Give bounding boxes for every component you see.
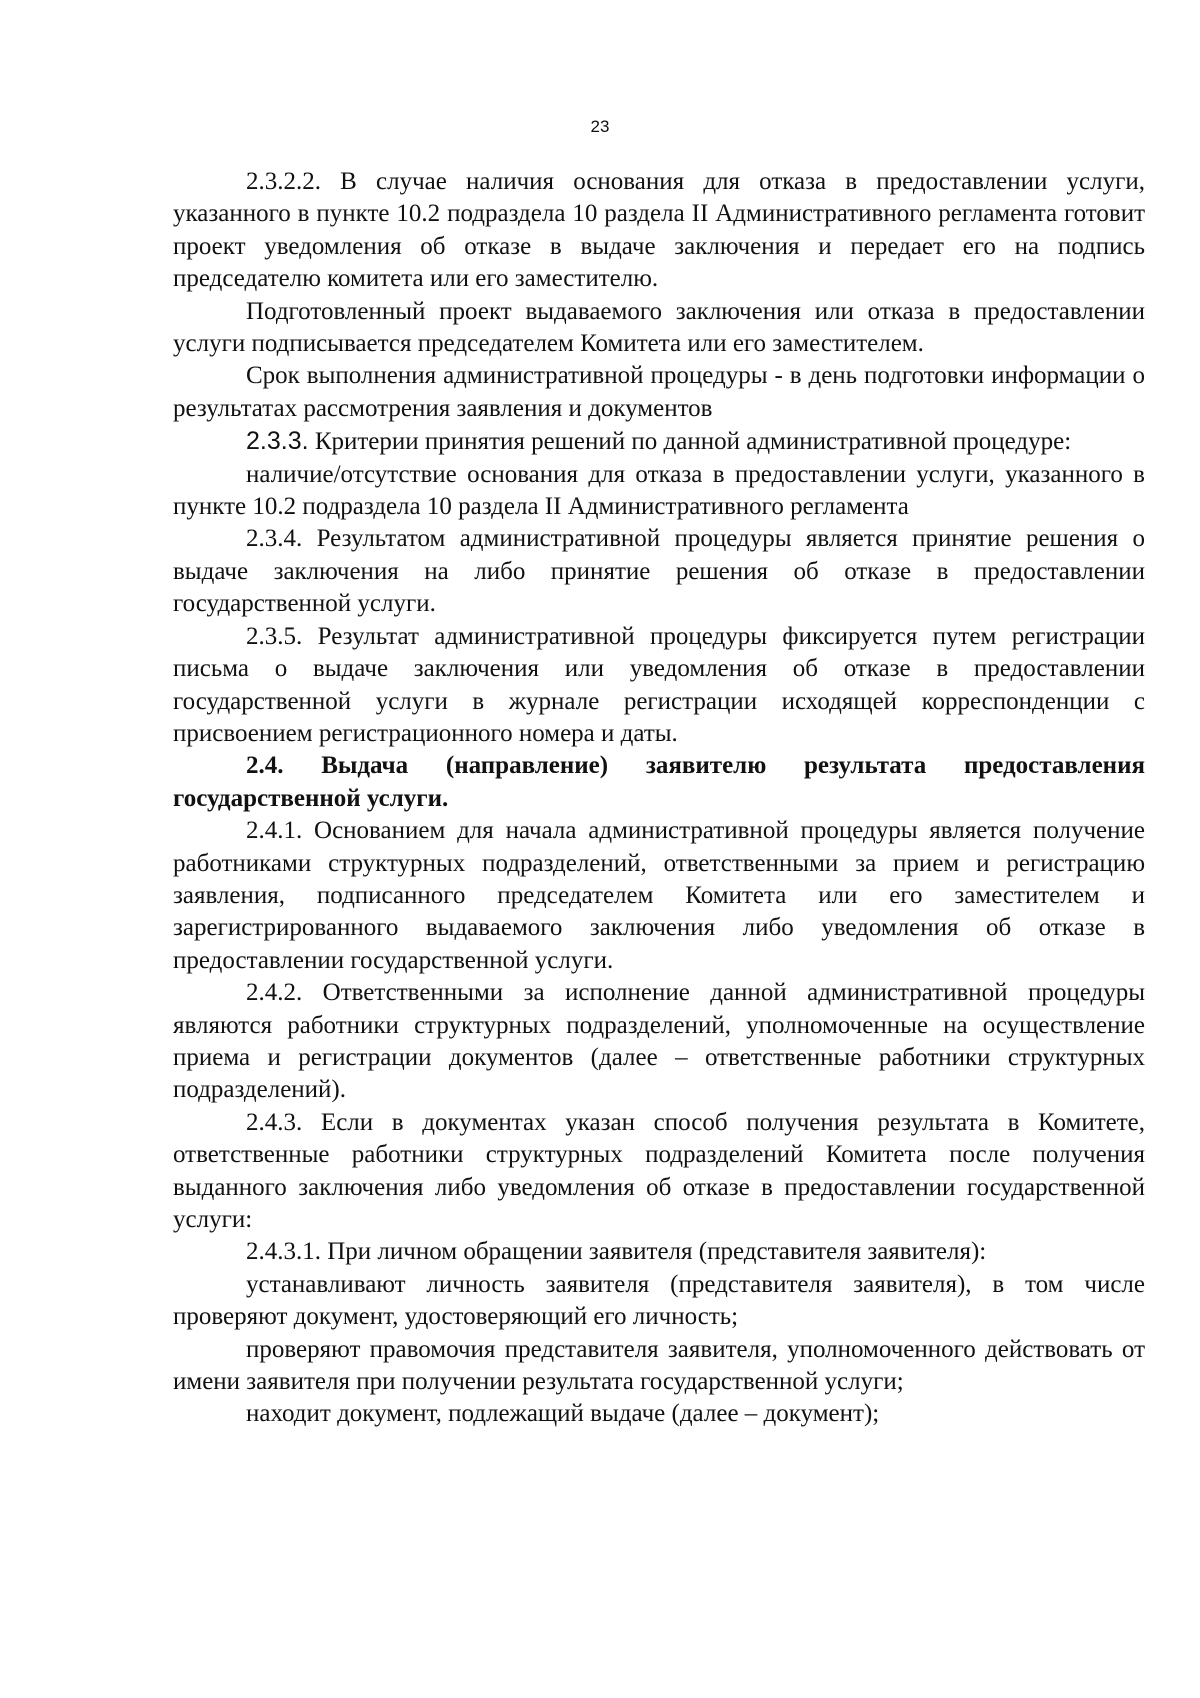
paragraph-2-4-2: 2.4.2. Ответственными за исполнение данной административной процедуры являются работники структурных подразделений, уполномоченные на осуществление приема и регистрации документов (далее – ответственные работники структурных подразделений). (173, 979, 1145, 1104)
page-number: 23 (590, 117, 610, 136)
paragraph-prepared-draft: Подготовленный проект выдаваемого заключения или отказа в предоставлении услуги подписывается председателем Комитета или его заместителем. (173, 297, 1145, 358)
paragraph-2-3-3 (173, 425, 1145, 458)
paragraph-number: 2.3.3. (246, 427, 309, 456)
paragraph-authority-check: проверяют правомочия представителя заявителя, уполномоченного действовать от имени заявителя при получении результата государственной услуги; (173, 1335, 1145, 1396)
paragraph-2-4-3: 2.4.3. Если в документах указан способ получения результата в Комитете, ответственные работники структурных подразделений Комитета после получения выданного заключения либо уведомления об отказе в предоставлении государственной услуги: (173, 1108, 1145, 1233)
document-body (173, 166, 1145, 1431)
section-heading-2-4: 2.4. Выдача (направление) заявителю результата предоставления государственной услуги. (173, 752, 1145, 812)
paragraph-2-4-3-1: 2.4.3.1. При личном обращении заявителя (представителя заявителя): (246, 1238, 987, 1266)
paragraph-2-4-1: 2.4.1. Основанием для начала административной процедуры является получение работниками структурных подразделений, ответственными за прием и регистрацию заявления, подписанного председателем Комитета или его заместителем и зарегистрированного выдаваемого заключения либо уведомления об отказе в предоставлении государственной услуги. (173, 817, 1145, 974)
paragraph-criteria-item: наличие/отсутствие основания для отказа в предоставлении услуги, указанного в пункте 10.2 подраздела 10 раздела II Административного регламента (173, 460, 1145, 521)
paragraph-procedure-term: Срок выполнения административной процедуры - в день подготовки информации о результатах рассмотрения заявления и документов (173, 362, 1145, 422)
paragraph-text: Критерии принятия решений по данной административной процедуре: (308, 428, 1072, 456)
paragraph-2-3-5: 2.3.5. Результат административной процедуры фиксируется путем регистрации письма о выдаче заключения или уведомления об отказе в предоставлении государственной услуги в журнале регистрации исходящей корреспонденции с присвоением регистрационного номера и даты. (173, 622, 1145, 747)
paragraph-identity-check: устанавливают личность заявителя (представителя заявителя), в том числе проверяют документ, удостоверяющий его личность; (173, 1270, 1145, 1331)
paragraph-find-document: находит документ, подлежащий выдаче (далее – документ); (246, 1400, 880, 1428)
paragraph-2-3-2-2: 2.3.2.2. В случае наличия основания для отказа в предоставлении услуги, указанного в пункте 10.2 подраздела 10 раздела II Административного регламента готовит проект уведомления об отказе в выдаче заключения и передает его на подпись председателю комитета или его заместителю. (173, 168, 1145, 293)
paragraph-2-3-4: 2.3.4. Результатом административной процедуры является принятие решения о выдаче заключения на либо принятие решения об отказе в предоставлении государственной услуги. (173, 525, 1145, 618)
